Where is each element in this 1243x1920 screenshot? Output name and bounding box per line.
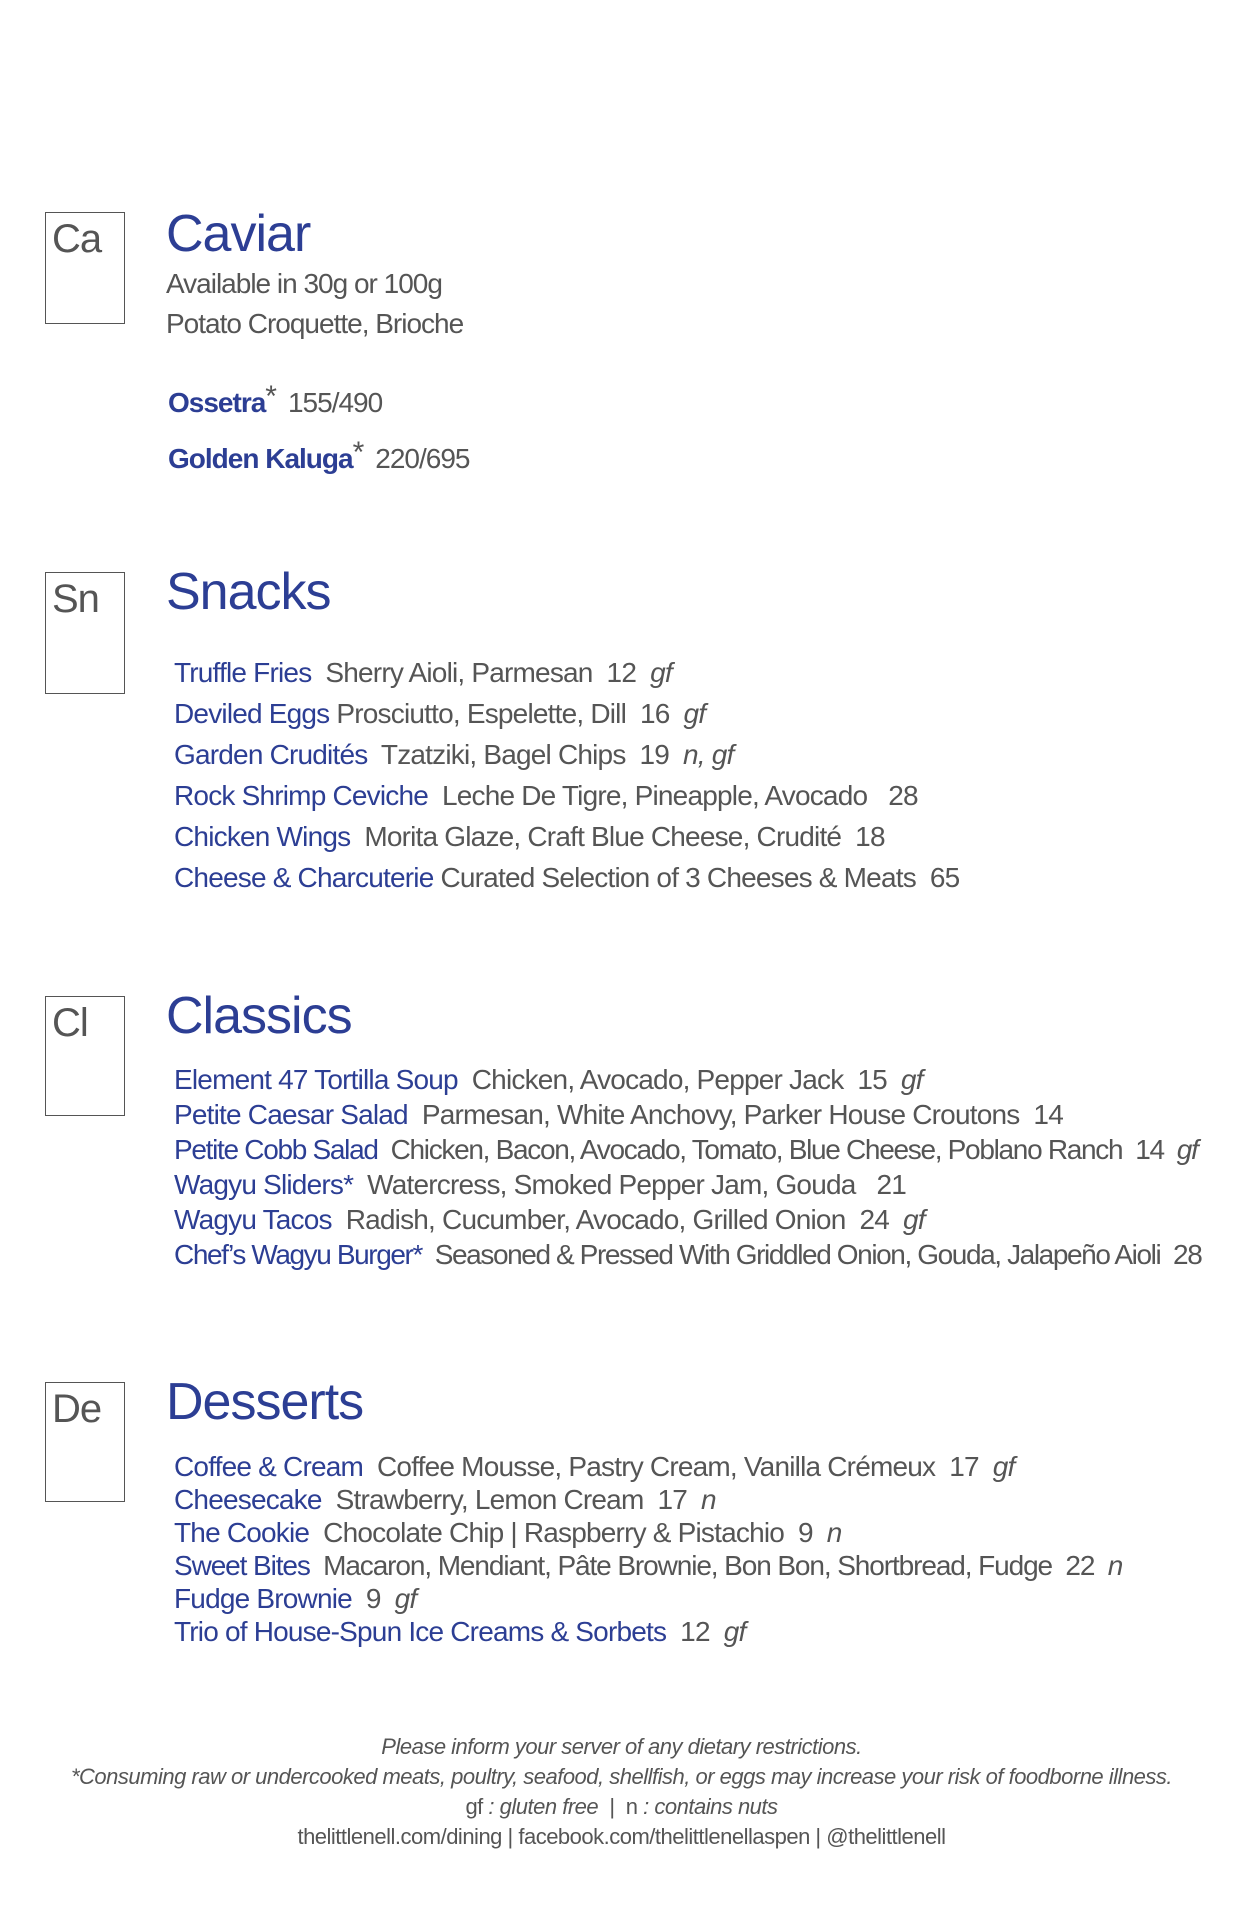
- item-name: Garden Crudités: [174, 739, 368, 770]
- legend-n-text: : contains nuts: [643, 1794, 778, 1819]
- item-name: Element 47 Tortilla Soup: [174, 1064, 458, 1095]
- caviar-item-name: Golden Kaluga: [168, 443, 353, 474]
- menu-item: [174, 1615, 1122, 1648]
- caviar-title: Caviar: [166, 205, 311, 263]
- caviar-item-star: *: [352, 436, 364, 469]
- item-name: Chicken Wings: [174, 821, 351, 852]
- item-desc: Chocolate Chip | Raspberry & Pistachio: [323, 1517, 785, 1548]
- desserts-symbol: De: [45, 1382, 125, 1502]
- item-desc: Parmesan, White Anchovy, Parker House Croutons: [421, 1099, 1020, 1130]
- item-desc: Macaron, Mendiant, Pâte Brownie, Bon Bon, Shortbread, Fudge: [323, 1550, 1053, 1581]
- item-name: Petite Caesar Salad: [174, 1099, 408, 1130]
- legend-gf-key: gf: [465, 1794, 483, 1819]
- caviar-subtitle-2: Potato Croquette, Brioche: [166, 308, 464, 339]
- item-tag: gf: [683, 698, 706, 729]
- item-tag: n: [700, 1484, 716, 1515]
- item-desc: Seasoned & Pressed With Griddled Onion, Gouda, Jalapeño Aioli: [434, 1239, 1161, 1270]
- legend-gf-text: : gluten free: [488, 1794, 599, 1819]
- legend-separator: |: [609, 1794, 615, 1819]
- caviar-symbol: Ca: [45, 212, 125, 324]
- item-desc: Watercress, Smoked Pepper Jam, Gouda: [367, 1169, 856, 1200]
- menu-item: [174, 1097, 1201, 1132]
- item-name: Wagyu Sliders*: [174, 1169, 354, 1200]
- item-price: 17: [949, 1451, 979, 1482]
- item-tag: gf: [394, 1583, 417, 1614]
- menu-item: [174, 857, 959, 898]
- item-tag: gf: [902, 1204, 925, 1235]
- menu-item: [174, 1132, 1201, 1167]
- item-desc: Curated Selection of 3 Cheeses & Meats: [440, 862, 916, 893]
- item-price: 28: [1173, 1239, 1202, 1270]
- item-price: 18: [855, 821, 885, 852]
- item-tag: gf: [1176, 1134, 1198, 1165]
- menu-item: [174, 1549, 1122, 1582]
- snacks-title: Snacks: [166, 563, 331, 621]
- item-desc: Coffee Mousse, Pastry Cream, Vanilla Crémeux: [377, 1451, 936, 1482]
- item-name: Rock Shrimp Ceviche: [174, 780, 428, 811]
- item-name: Deviled Eggs: [174, 698, 330, 729]
- item-name: Sweet Bites: [174, 1550, 310, 1581]
- caviar-item-star: *: [265, 380, 276, 413]
- menu-item: [174, 1582, 1122, 1615]
- menu-item: [174, 1483, 1122, 1516]
- desserts-title: Desserts: [166, 1373, 364, 1431]
- item-tag: gf: [992, 1451, 1015, 1482]
- item-price: 24: [859, 1204, 889, 1235]
- item-desc: Leche De Tigre, Pineapple, Avocado: [441, 780, 868, 811]
- item-price: 12: [606, 657, 637, 688]
- item-name: Petite Cobb Salad: [174, 1134, 378, 1165]
- item-tag: n, gf: [683, 739, 734, 770]
- item-tag: gf: [650, 657, 672, 688]
- item-price: 9: [798, 1517, 813, 1548]
- item-price: 14: [1033, 1099, 1063, 1130]
- item-desc: Tzatziki, Bagel Chips: [380, 739, 626, 770]
- dietary-notice: Please inform your server of any dietary restrictions.: [381, 1734, 862, 1759]
- item-name: Fudge Brownie: [174, 1583, 352, 1614]
- classics-title: Classics: [166, 987, 352, 1045]
- menu-item: [174, 693, 959, 734]
- caviar-item-name: Ossetra: [168, 387, 266, 418]
- item-tag: gf: [723, 1616, 746, 1647]
- caviar-subtitle-1: Available in 30g or 100g: [166, 268, 442, 299]
- caviar-item-ossetra: [168, 380, 382, 419]
- menu-item: [174, 1516, 1122, 1549]
- item-tag: n: [826, 1517, 842, 1548]
- allergen-legend: [0, 1792, 1243, 1822]
- item-price: 21: [876, 1169, 907, 1200]
- item-desc: Radish, Cucumber, Avocado, Grilled Onion: [345, 1204, 846, 1235]
- classics-symbol: Cl: [45, 996, 125, 1116]
- item-tag: gf: [900, 1064, 923, 1095]
- caviar-item-golden-kaluga: [168, 436, 469, 475]
- item-desc: Chicken, Avocado, Pepper Jack: [471, 1064, 844, 1095]
- snacks-symbol: Sn: [45, 572, 125, 694]
- social-links: thelittlenell.com/dining | facebook.com/thelittlenellaspen | @thelittlenell: [297, 1824, 946, 1849]
- item-price: 14: [1135, 1134, 1164, 1165]
- menu-item: [174, 816, 959, 857]
- item-price: 17: [657, 1484, 687, 1515]
- menu-item: [174, 1202, 1201, 1237]
- item-price: 12: [680, 1616, 710, 1647]
- item-name: Cheesecake: [174, 1484, 322, 1515]
- item-price: 65: [929, 862, 960, 893]
- item-price: 16: [639, 698, 670, 729]
- menu-item: [174, 1062, 1201, 1097]
- item-price: 15: [857, 1064, 887, 1095]
- item-tag: n: [1107, 1550, 1123, 1581]
- menu-item: [174, 775, 959, 816]
- item-price: 9: [365, 1583, 381, 1614]
- desserts-list: [174, 1450, 1122, 1648]
- item-desc: Strawberry, Lemon Cream: [335, 1484, 644, 1515]
- footer: [0, 1732, 1243, 1852]
- item-desc: Sherry Aioli, Parmesan: [325, 657, 593, 688]
- item-desc: Chicken, Bacon, Avocado, Tomato, Blue Cheese, Poblano Ranch: [390, 1134, 1123, 1165]
- menu-item: [174, 1237, 1201, 1272]
- item-desc: Prosciutto, Espelette, Dill: [336, 698, 627, 729]
- item-name: Truffle Fries: [174, 657, 312, 688]
- item-name: Chef’s Wagyu Burger*: [174, 1239, 422, 1270]
- item-name: Coffee & Cream: [174, 1451, 364, 1482]
- caviar-item-price: 155/490: [287, 387, 383, 418]
- caviar-item-price: 220/695: [375, 443, 470, 474]
- item-name: Wagyu Tacos: [174, 1204, 332, 1235]
- menu-item: [174, 1167, 1201, 1202]
- item-price: 22: [1065, 1550, 1095, 1581]
- item-name: Cheese & Charcuterie: [174, 862, 434, 893]
- item-price: 28: [888, 780, 918, 811]
- item-name: The Cookie: [174, 1517, 310, 1548]
- item-desc: Morita Glaze, Craft Blue Cheese, Crudité: [364, 821, 842, 852]
- menu-item: [174, 652, 959, 693]
- raw-food-warning: *Consuming raw or undercooked meats, poultry, seafood, shellfish, or eggs may increase your risk of foodborne illness.: [70, 1764, 1173, 1789]
- menu-item: [174, 734, 959, 775]
- menu-item: [174, 1450, 1122, 1483]
- item-name: Trio of House-Spun Ice Creams & Sorbets: [174, 1616, 667, 1647]
- legend-n-key: n: [625, 1794, 638, 1819]
- snacks-list: [174, 652, 959, 898]
- classics-list: [174, 1062, 1201, 1272]
- item-price: 19: [639, 739, 670, 770]
